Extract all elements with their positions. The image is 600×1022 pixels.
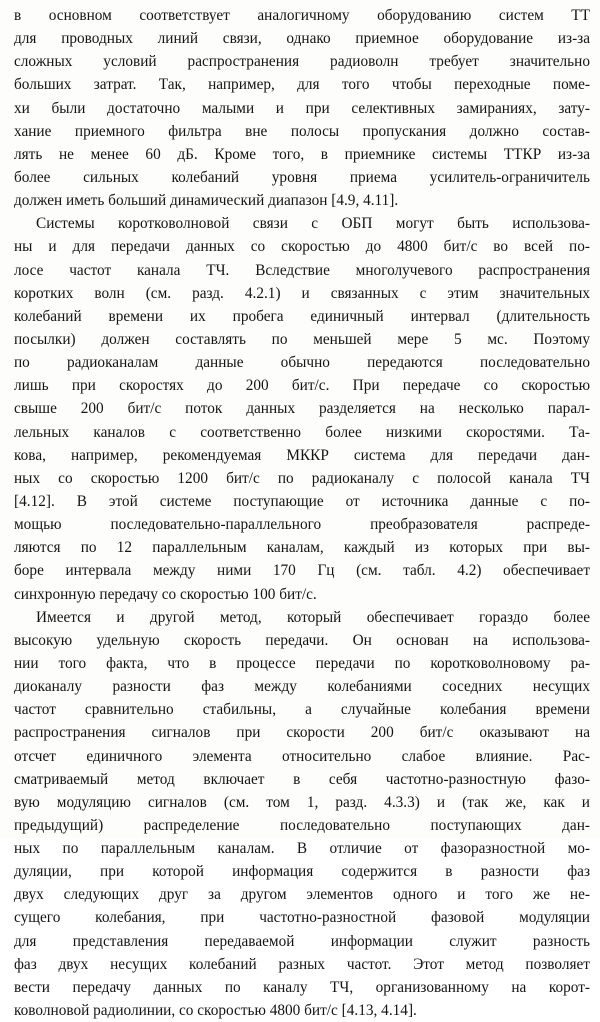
text-line: дуляции, при которой информация содержится в разности фаз <box>14 863 590 881</box>
text-line: Системы коротковолновой связи с ОБП могут быть использова- <box>36 215 590 233</box>
body-text <box>14 4 590 1022</box>
text-line: для представления передаваемой информации служит разность <box>14 932 590 950</box>
text-line: [4.12]. В этой системе поступающие от источника данные с по- <box>14 492 590 510</box>
text-line: предыдущий) распределение последовательно поступающих дан- <box>14 816 590 834</box>
text-line: высокую удельную скорость передачи. Он основан на использова- <box>14 631 590 649</box>
text-line: по радиоканалам данные обычно передаются последовательно <box>14 354 590 372</box>
paragraph-2 <box>14 212 590 605</box>
text-line: Имеется и другой метод, который обеспечивает гораздо более <box>36 608 590 626</box>
text-line: вести передачу данных по каналу ТЧ, организованному на корот- <box>14 978 590 996</box>
text-line: колебаний времени их пробега единичный интервал (длительность <box>14 307 590 325</box>
text-line: свыше 200 бит/с поток данных разделяется на несколько парал- <box>14 400 590 418</box>
text-line: в основном соответствует аналогичному оборудованию систем ТТ <box>14 7 590 24</box>
text-line: боре интервала между ними 170 Гц (см. табл. 4.2) обеспечивает <box>14 562 590 580</box>
text-line: сложных условий распространения радиоволн требует значительно <box>14 53 590 71</box>
text-line: лять не менее 60 дБ. Кроме того, в приемнике системы ТТКР из-за <box>14 145 590 163</box>
text-line: фаз двух несущих колебаний разных частот. Этот метод позволяет <box>14 955 590 973</box>
text-line: сущего колебания, при частотно-разностной фазовой модуляции <box>14 909 590 927</box>
text-line: лельных каналов с соответственно более низкими скоростями. Та- <box>14 423 590 441</box>
text-line: лосе частот канала ТЧ. Вследствие многолучевого распространения <box>14 261 590 279</box>
text-line: мощью последовательно-параллельного преобразователя распреде- <box>14 516 590 534</box>
text-line: более сильных колебаний уровня приема усилитель-ограничитель <box>14 168 590 186</box>
text-line: кова, например, рекомендуемая МККР система для передачи дан- <box>14 446 590 464</box>
text-line: диоканалу разности фаз между колебаниями соседних несущих <box>14 678 590 696</box>
text-line: нии того факта, что в процессе передачи по коротковолновому ра- <box>14 654 590 672</box>
text-line: частот сравнительно стабильны, а случайные колебания времени <box>14 701 590 719</box>
text-line: сматриваемый метод включает в себя частотно-разностную фазо- <box>14 770 590 788</box>
text-line: коволновой радиолинии, со скоростью 4800 бит/с [4.13, 4.14]. <box>14 1002 417 1020</box>
text-line: отсчет единичного элемента относительно слабое влияние. Рас- <box>14 747 590 765</box>
paragraph-3 <box>14 606 590 1022</box>
text-line: распространения сигналов при скорости 200 бит/с оказывают на <box>14 724 590 742</box>
text-line: хи были достаточно малыми и при селективных замираниях, зату- <box>14 99 590 117</box>
text-line: лишь при скоростях до 200 бит/с. При передаче со скоростью <box>14 377 590 395</box>
text-line: ных со скоростью 1200 бит/с по радиоканалу с полосой канала ТЧ <box>14 469 590 487</box>
text-line: коротких волн (см. разд. 4.2.1) и связанных с этим значительных <box>14 284 590 302</box>
text-line: посылки) должен составлять по меньшей мере 5 мс. Поэтому <box>14 330 590 348</box>
text-line: синхронную передачу со скоростью 100 бит/с. <box>14 585 317 603</box>
text-line: двух следующих друг за другом элементов одного и того же не- <box>14 886 590 904</box>
text-line: больших затрат. Так, например, для того чтобы переходные поме- <box>14 76 590 94</box>
text-line: вую модуляцию сигналов (см. том 1, разд. 4.3.3) и (так же, как и <box>14 793 590 811</box>
text-line: должен иметь больший динамический диапазон [4.9, 4.11]. <box>14 192 399 210</box>
text-line: ны и для передачи данных со скоростью до 4800 бит/с во всей по- <box>14 238 590 256</box>
text-line: ных по параллельным каналам. В отличие от фазоразностной мо- <box>14 840 590 858</box>
text-line: для проводных линий связи, однако приемное оборудование из-за <box>14 30 590 48</box>
text-line: ляются по 12 параллельным каналам, каждый из которых при вы- <box>14 539 590 557</box>
paragraph-1 <box>14 4 590 212</box>
text-line: хание приемного фильтра вне полосы пропускания должно состав- <box>14 122 590 140</box>
